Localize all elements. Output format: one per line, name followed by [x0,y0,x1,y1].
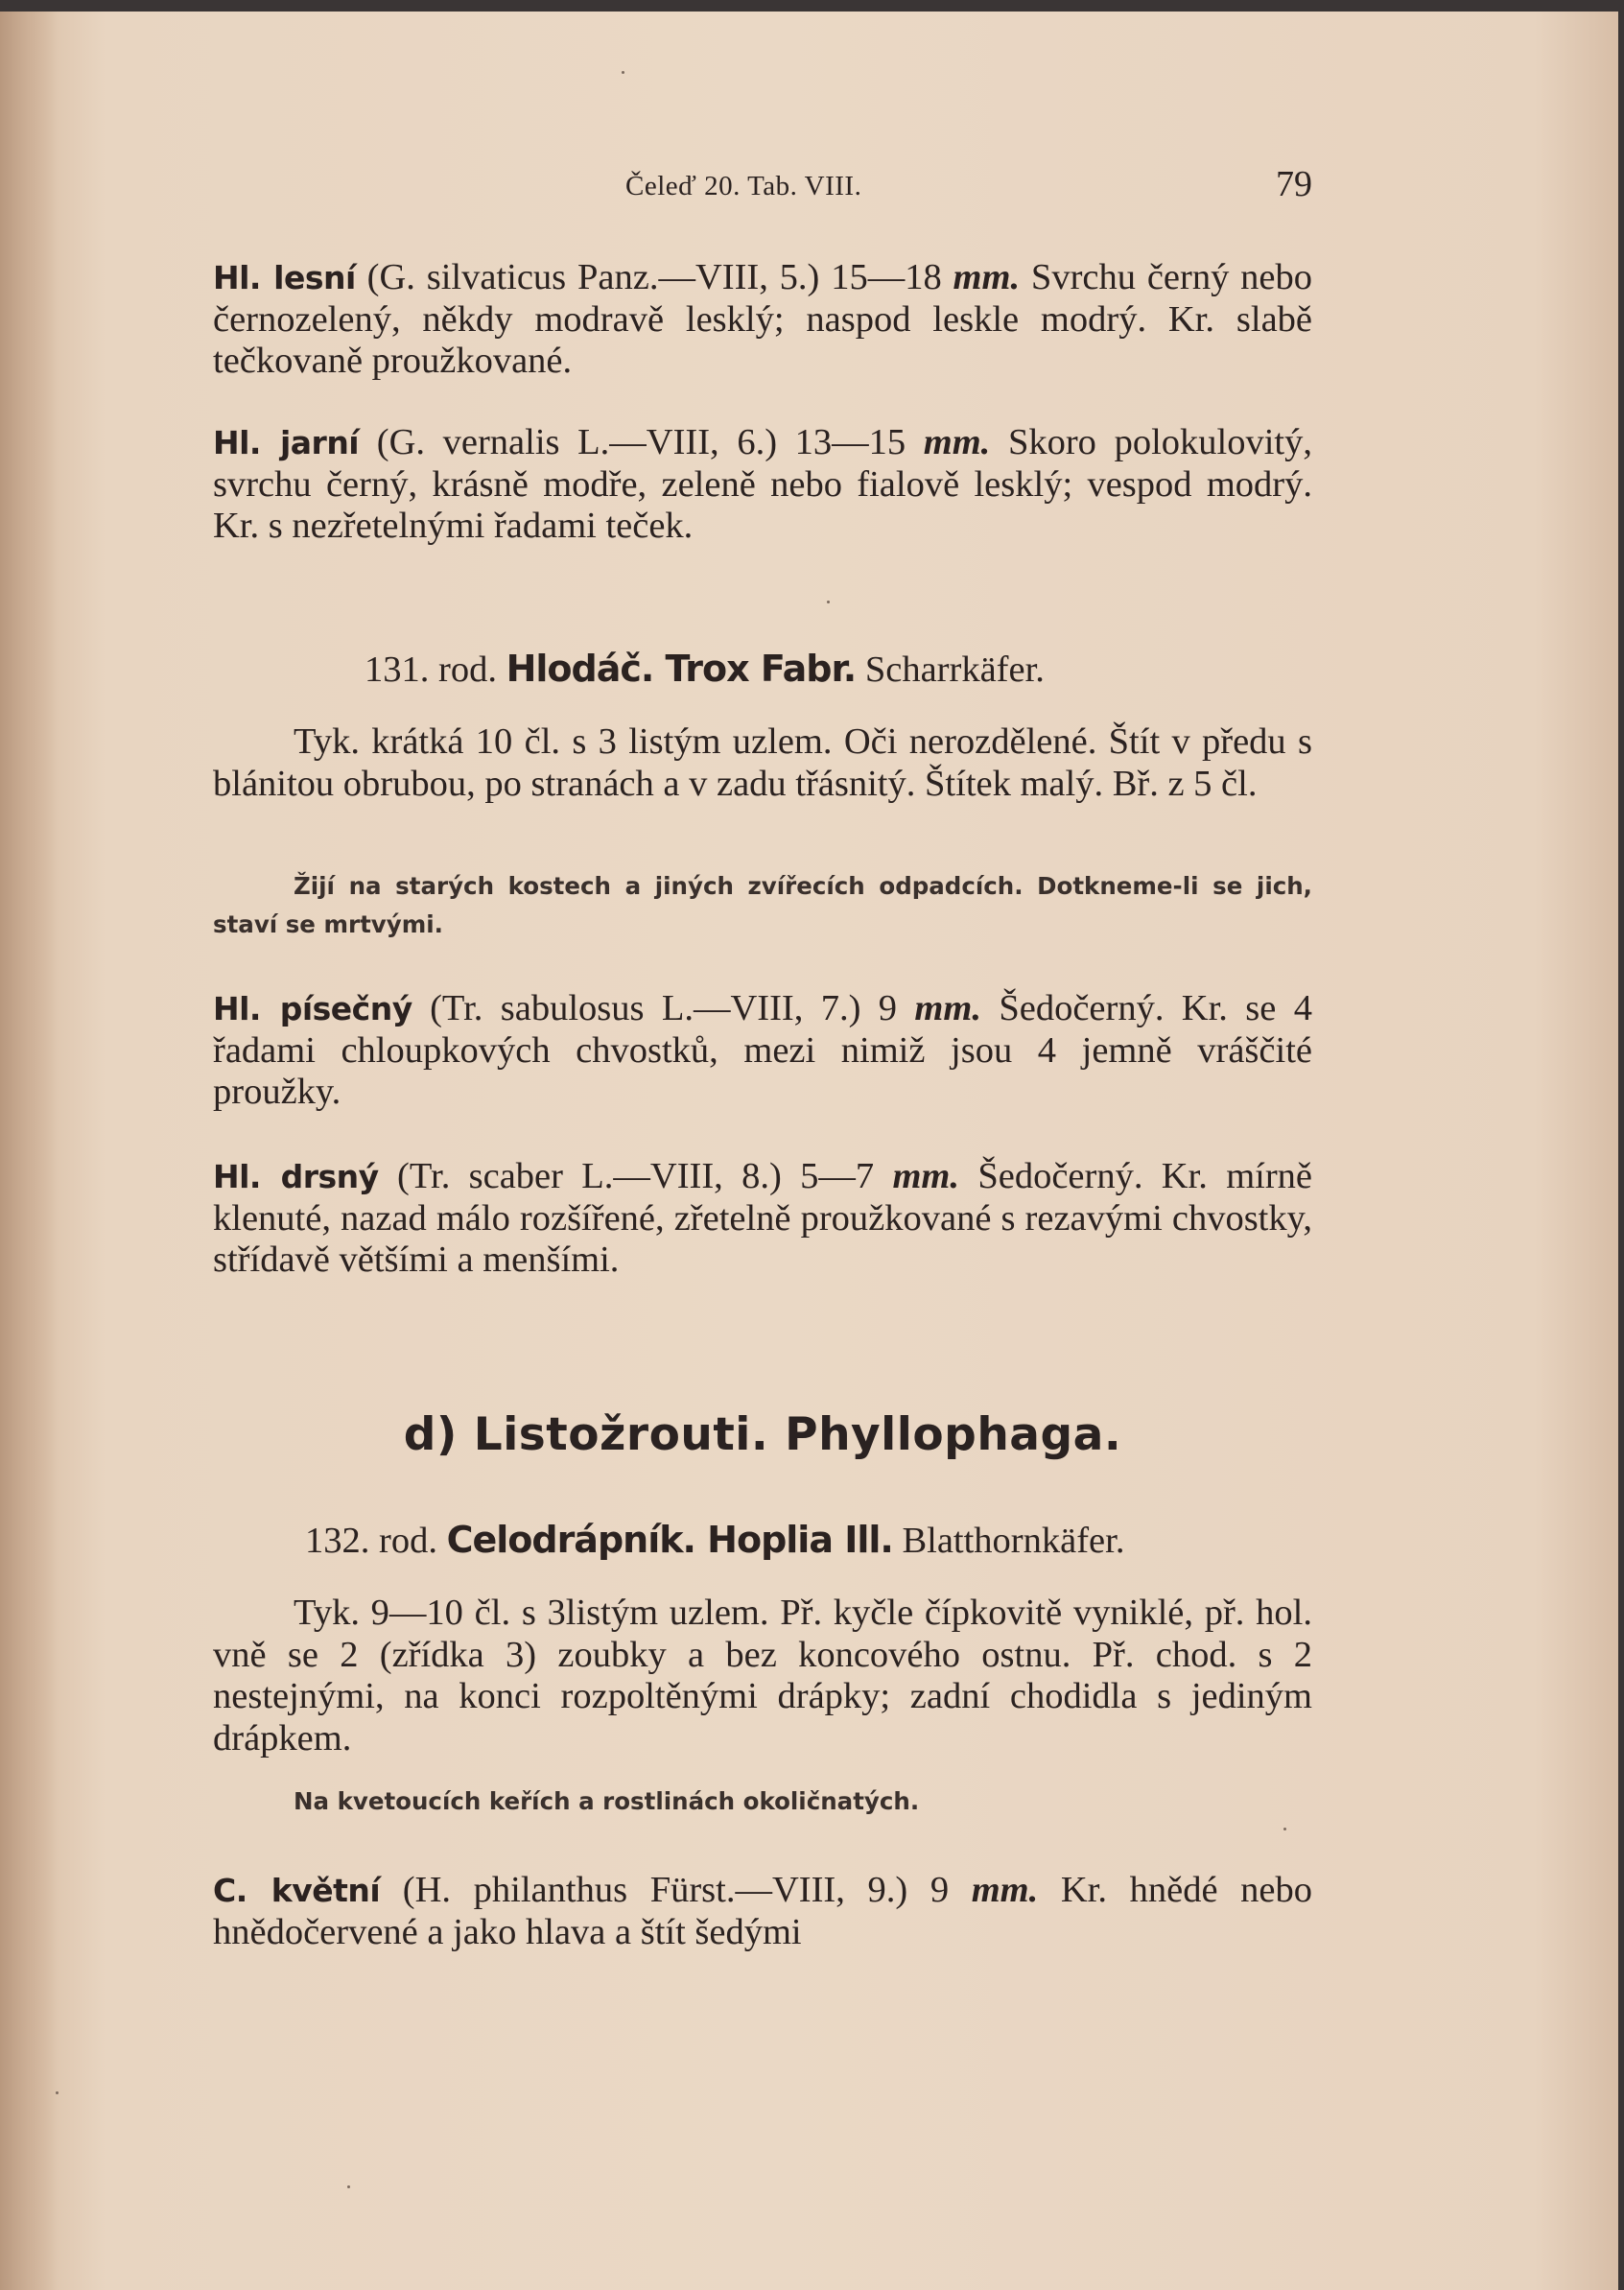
species-text: (Tr. scaber L.—VIII, 8.) 5—7 [378,1156,893,1196]
species-description: Šedočerný. Kr. se 4 řadami chloupkových chvostků, mezi nimiž jsou 4 jemně vráščité proužky. [213,988,1312,1112]
species-name: Hl. písečný [213,990,412,1027]
genus-number: 131. rod. [365,649,506,690]
species-entry [213,257,1312,383]
species-entry [213,1156,1312,1282]
species-name: Hl. lesní [213,259,356,296]
genus-heading [213,1520,1312,1563]
genus-german-name: Blatthornkäfer. [892,1521,1125,1561]
species-description: Svrchu černý nebo černozelený, někdy modravě lesklý; naspod leskle modrý. Kr. slabě tečkovaně proužkované. [213,257,1312,381]
unit: mm. [971,1870,1039,1910]
paper-speck [56,2091,59,2094]
species-text: (G. silvaticus Panz.—VIII, 5.) 15—18 [355,257,953,297]
species-entry [213,988,1312,1114]
paper-speck [827,601,830,603]
paper-speck [1283,1828,1286,1830]
genus-number: 132. rod. [305,1521,447,1561]
genus-heading [213,649,1312,692]
habitat-note: Na kvetoucích keřích a rostlinách okoličnatých. [294,1787,920,1815]
genus-name: Celodrápník. Hoplia Ill. [446,1519,893,1561]
species-entry [213,1870,1312,1953]
species-entry [213,422,1312,548]
species-text: (H. philanthus Fürst.—VIII, 9.) 9 [380,1870,972,1910]
species-name: Hl. jarní [213,424,360,461]
running-head: Čeleď 20. Tab. VIII. [625,171,862,201]
species-description: Skoro polokulovitý, svrchu černý, krásně modře, zeleně nebo fialově lesklý; vespod modrý. Kr. s nezřetelnými řadami teček. [213,422,1312,546]
unit: mm. [923,422,991,462]
species-description: Šedočerný. Kr. mírně klenuté, nazad málo rozšířené, zřetelně proužkované s rezavými chvostky, střídavě většími a menšími. [213,1156,1313,1280]
unit: mm. [953,257,1021,297]
genus-description: Tyk. krátká 10 čl. s 3 listým uzlem. Oči nerozdělené. Štít v předu s blánitou obrubou, po stranách a v zadu třásnitý. Štítek malý. Bř. z 5 čl. [213,721,1312,804]
book-spine-shadow [0,0,58,2290]
unit: mm. [914,988,981,1028]
scan-border-right [1618,0,1624,2290]
scan-border-top [0,0,1624,12]
species-name: C. květní [213,1872,381,1909]
paper-speck [347,2185,350,2188]
unit: mm. [892,1156,959,1196]
genus-name: Hlodáč. Trox Fabr. [506,648,857,690]
page-header [213,163,1312,221]
species-text: (Tr. sabulosus L.—VIII, 7.) 9 [412,988,915,1028]
paper-speck [622,71,624,74]
species-name: Hl. drsný [213,1158,379,1195]
habitat-note: Žijí na starých kostech a jiných zvířecích odpadcích. Dotkneme-li se jich, staví se mrtvými. [213,872,1312,938]
genus-description: Tyk. 9—10 čl. s 3listým uzlem. Př. kyčle čípkovitě vyniklé, př. hol. vně se 2 (zřídka 3) zoubky a bez koncového ostnu. Př. chod. s 2 nestejnými, na konci rozpoltěnými drápky; zadní chodidla s jediným drápkem. [213,1593,1312,1759]
section-heading: d) Listožrouti. Phyllophaga. [403,1408,1122,1461]
species-text: (G. vernalis L.—VIII, 6.) 13—15 [359,422,924,462]
genus-german-name: Scharrkäfer. [856,649,1045,690]
species-description: Kr. hnědé nebo hnědočervené a jako hlava a štít šedými [213,1870,1312,1952]
page-number: 79 [1276,164,1312,204]
